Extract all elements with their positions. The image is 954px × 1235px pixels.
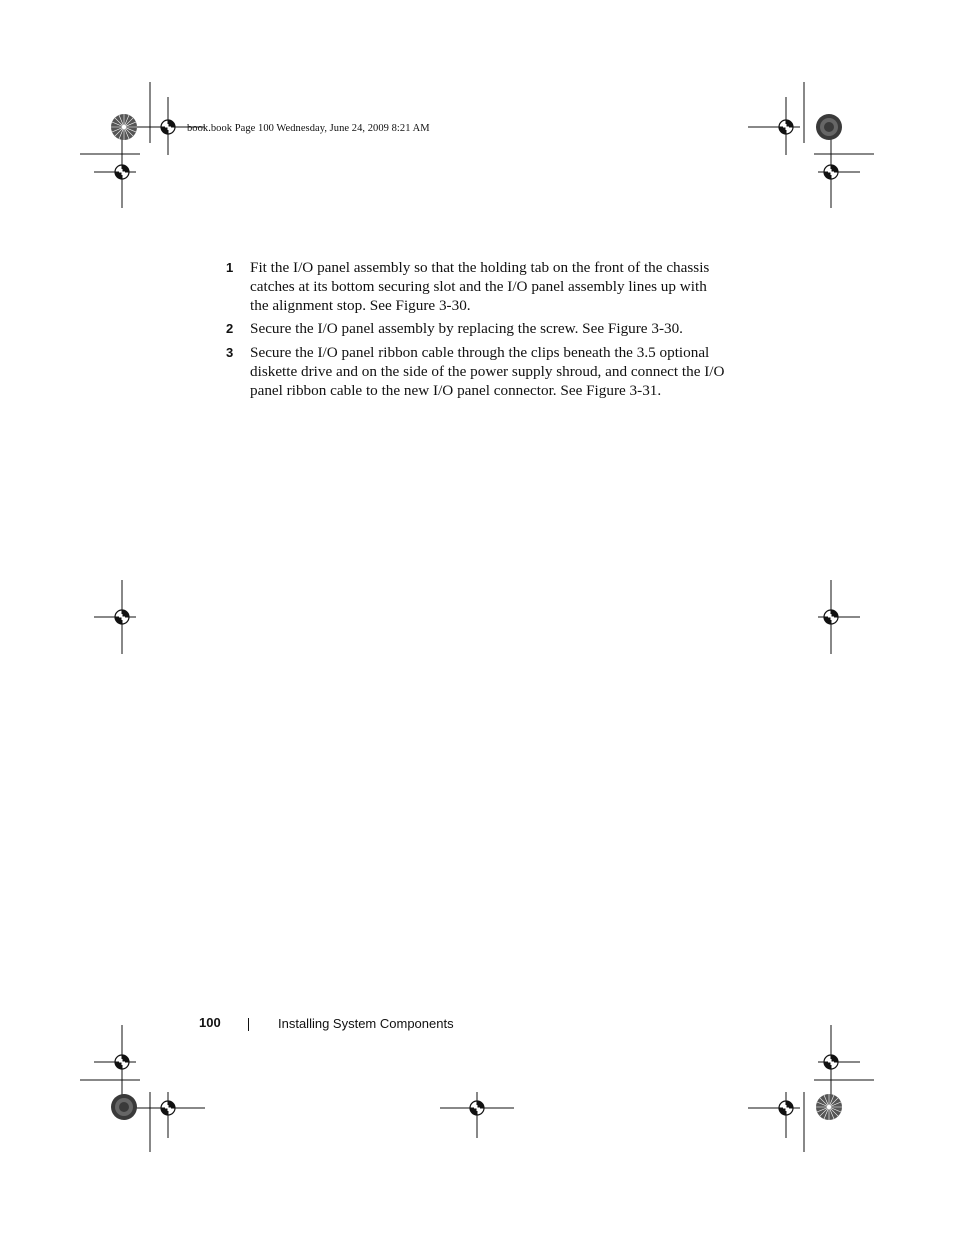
crop-mark-top-left — [80, 82, 205, 208]
crop-mark-bottom-left — [80, 1025, 205, 1152]
registration-mark-bottom-center — [440, 1092, 514, 1138]
footer-divider — [248, 1018, 249, 1031]
step-item — [226, 320, 726, 339]
step-text: Fit the I/O panel assembly so that the holding tab on the front of the chassis catches at its bottom securing slot and the I/O panel assembly lines up with the alignment stop. See Figure 3-30. — [250, 259, 710, 314]
step-text: Secure the I/O panel assembly by replacing the screw. See Figure 3-30. — [250, 320, 683, 338]
step-number: 2 — [226, 321, 234, 337]
registration-mark-middle-left — [94, 580, 136, 654]
footer-section-title: Installing System Components — [278, 1016, 454, 1031]
crop-mark-top-right — [748, 82, 874, 208]
procedure-steps — [226, 259, 726, 406]
print-slug-header: book.book Page 100 Wednesday, June 24, 2009 8:21 AM — [187, 123, 430, 134]
step-item — [226, 344, 726, 400]
page-number: 100 — [199, 1015, 221, 1030]
step-item — [226, 259, 726, 315]
step-number: 3 — [226, 345, 234, 361]
step-number: 1 — [226, 260, 234, 275]
crop-mark-bottom-right — [748, 1025, 874, 1152]
registration-mark-middle-right — [818, 580, 860, 654]
step-text: Secure the I/O panel ribbon cable through the clips beneath the 3.5 optional diskette drive and on the side of the power supply shroud, and connect the I/O panel ribbon cable to the new I/O panel connector. See Figure 3-31. — [250, 344, 725, 399]
